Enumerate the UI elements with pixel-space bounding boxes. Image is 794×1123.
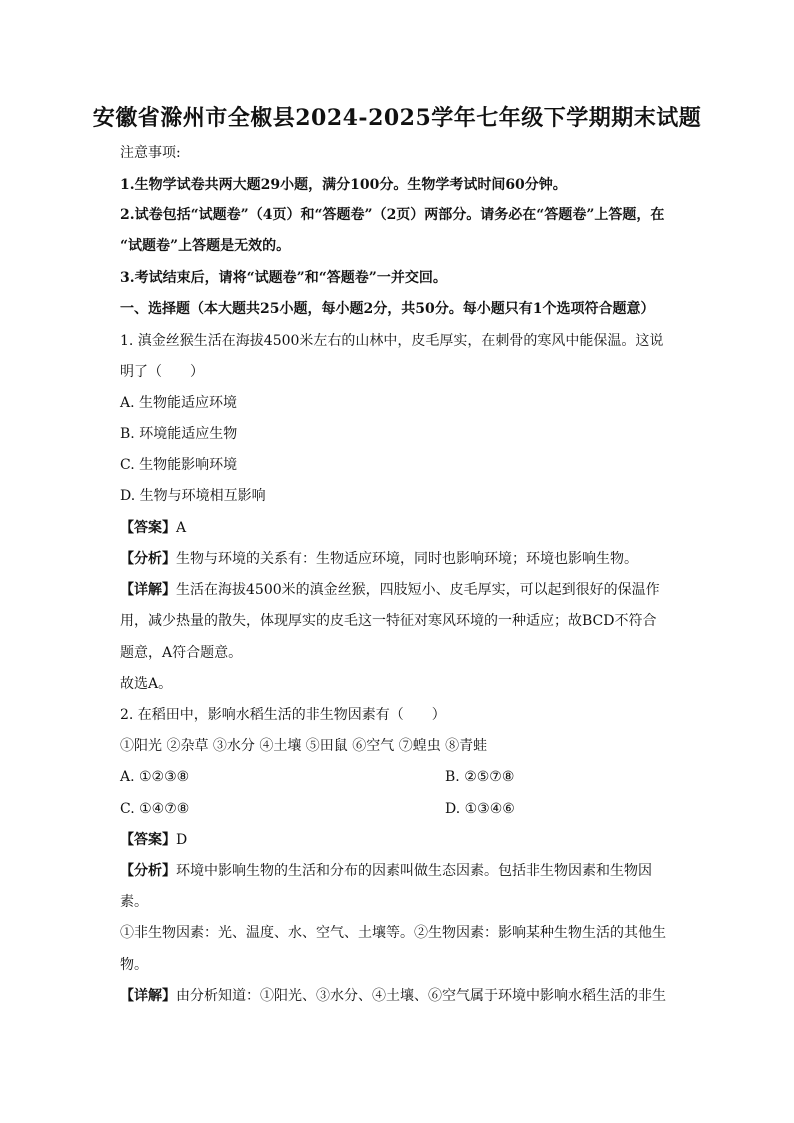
- q2-items: ①阳光 ②杂草 ③水分 ④土壤 ⑤田鼠 ⑥空气 ⑦蝗虫 ⑧青蛙: [120, 738, 488, 754]
- q1-detail-line-1: [120, 580, 680, 600]
- answer-value: A: [176, 520, 187, 536]
- q1-detail-line-2: 用，减少热量的散失，体现厚实的皮毛这一特征对寒风环境的一种适应；故BCD不符合: [120, 613, 657, 629]
- q1-stem-line-1: 1. 滇金丝猴生活在海拔4500米左右的山林中，皮毛厚实，在刺骨的寒风中能保温。这说: [120, 333, 664, 349]
- notice-item-1: 1.生物学试卷共两大题29小题，满分100分。生物学考试时间60分钟。: [120, 177, 567, 193]
- analysis-tag: 【分析】: [120, 863, 176, 879]
- notice-item-3: 3.考试结束后，请将“试题卷”和“答题卷”一并交回。: [120, 270, 447, 286]
- q2-option-a: A. ①②③⑧: [120, 769, 190, 785]
- q2-detail-line-1: [120, 986, 680, 1006]
- q2-factors-line-1: ①非生物因素：光、温度、水、空气、土壤等。②生物因素：影响某种生物生活的其他生: [120, 925, 666, 941]
- analysis-tag: 【分析】: [120, 551, 176, 567]
- detail-tag: 【详解】: [120, 988, 176, 1004]
- q2-answer: [120, 830, 680, 850]
- q1-answer: [120, 518, 680, 538]
- detail-text: 由分析知道：①阳光、③水分、④土壤、⑥空气属于环境中影响水稻生活的非生: [176, 988, 666, 1004]
- notice-item-2-line-1: 2.试卷包括“试题卷”（4页）和“答题卷”（2页）两部分。请务必在“答题卷”上答题，在: [120, 207, 665, 223]
- q1-stem-line-2: 明了（ ）: [120, 364, 204, 380]
- q2-factors-line-2: 物。: [120, 957, 148, 973]
- notice-heading: 注意事项:: [120, 145, 181, 161]
- q2-option-d: D. ①③④⑥: [445, 801, 515, 817]
- q2-stem: 2. 在稻田中，影响水稻生活的非生物因素有（ ）: [120, 707, 446, 723]
- q1-option-a: A. 生物能适应环境: [120, 395, 238, 411]
- q1-option-d: D. 生物与环境相互影响: [120, 488, 266, 504]
- q2-option-b: B. ②⑤⑦⑧: [445, 769, 515, 785]
- section-heading: 一、选择题（本大题共25小题，每小题2分，共50分。每小题只有1个选项符合题意）: [120, 301, 655, 317]
- q1-option-c: C. 生物能影响环境: [120, 457, 238, 473]
- answer-value: D: [176, 832, 188, 848]
- q1-analysis: [120, 549, 680, 569]
- detail-tag: 【详解】: [120, 582, 176, 598]
- q2-analysis-line-2: 素。: [120, 894, 148, 910]
- q1-option-b: B. 环境能适应生物: [120, 426, 238, 442]
- detail-text: 生活在海拔4500米的滇金丝猴，四肢短小、皮毛厚实，可以起到很好的保温作: [176, 582, 660, 598]
- analysis-text: 环境中影响生物的生活和分布的因素叫做生态因素。包括非生物因素和生物因: [176, 863, 652, 879]
- notice-item-2-line-2: “试题卷”上答题是无效的。: [120, 238, 291, 254]
- q1-conclusion: 故选A。: [120, 676, 173, 692]
- page-title: 安徽省滁州市全椒县2024-2025学年七年级下学期期末试题: [92, 105, 702, 131]
- q2-analysis-line-1: [120, 861, 680, 881]
- q1-detail-line-3: 题意，A符合题意。: [120, 645, 243, 661]
- analysis-text: 生物与环境的关系有：生物适应环境，同时也影响环境；环境也影响生物。: [176, 551, 638, 567]
- answer-tag: 【答案】: [120, 520, 176, 536]
- answer-tag: 【答案】: [120, 832, 176, 848]
- q2-option-c: C. ①④⑦⑧: [120, 801, 190, 817]
